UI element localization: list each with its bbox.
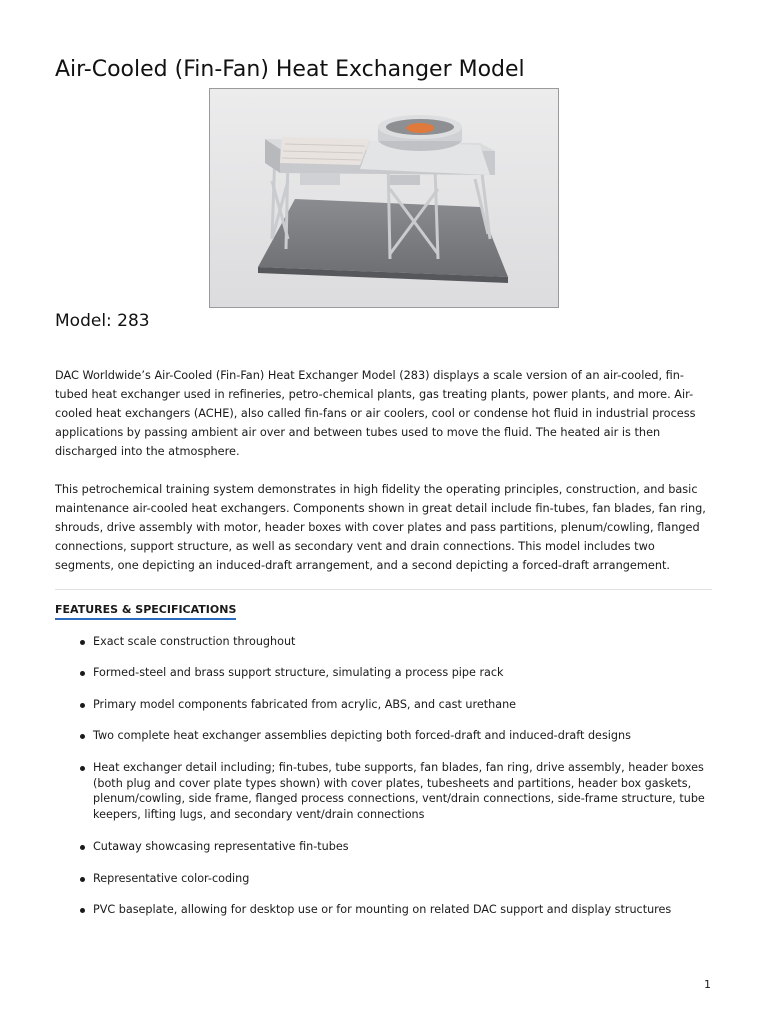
- document-title: Air-Cooled (Fin-Fan) Heat Exchanger Model: [55, 57, 525, 82]
- feature-line: Two complete heat exchanger assemblies depicting both forced-draft and induced-draft designs: [93, 729, 631, 742]
- section-divider: [55, 589, 712, 590]
- paragraph-line: This petrochemical training system demonstrates in high fidelity the operating principles, construction, and basic: [55, 483, 698, 496]
- paragraph-line: DAC Worldwide’s Air-Cooled (Fin-Fan) Heat Exchanger Model (283) displays a scale version of an air-cooled, fin-: [55, 369, 684, 382]
- feature-text: [93, 760, 718, 822]
- feature-line: Representative color-coding: [93, 872, 250, 885]
- heat-exchanger-model-image: [210, 89, 558, 307]
- feature-text: [93, 728, 718, 744]
- paragraph-line: applications by passing ambient air over and between tubes used to move the fluid. The heated air is then: [55, 426, 661, 439]
- paragraph-line: shrouds, drive assembly with motor, header boxes with cover plates and pass partitions, plenum/cowling, flanged: [55, 521, 700, 534]
- training-system-paragraph: [55, 480, 715, 575]
- feature-text: [93, 697, 718, 713]
- feature-line: PVC baseplate, allowing for desktop use or for mounting on related DAC support and display structures: [93, 903, 672, 916]
- bullet-icon: [80, 877, 85, 882]
- page-number: 1: [704, 978, 711, 991]
- bullet-icon: [80, 734, 85, 739]
- bullet-icon: [80, 671, 85, 676]
- bullet-icon: [80, 640, 85, 645]
- feature-text: [93, 871, 718, 887]
- feature-line: Exact scale construction throughout: [93, 635, 296, 648]
- feature-line: plenum/cowling, side frame, flanged process connections, vent/drain connections, side-frame structure, tube: [93, 792, 705, 806]
- paragraph-line: maintenance air-cooled heat exchangers. Components shown in great detail include fin-tubes, fan blades, fan ring,: [55, 502, 706, 515]
- feature-line: Primary model components fabricated from acrylic, ABS, and cast urethane: [93, 698, 517, 711]
- paragraph-line: tubed heat exchanger used in refineries, petro-chemical plants, gas treating plants, power plants, and more. Air-: [55, 388, 694, 401]
- description-paragraph: [55, 366, 715, 461]
- feature-text: [93, 839, 718, 855]
- paragraph-line: segments, one depicting an induced-draft arrangement, and a second depicting a forced-draft arrangement.: [55, 559, 671, 572]
- feature-text: [93, 665, 718, 681]
- bullet-icon: [80, 845, 85, 850]
- paragraph-line: connections, support structure, as well as secondary vent and drain connections. This model includes two: [55, 540, 655, 553]
- feature-line: Heat exchanger detail including; fin-tubes, tube supports, fan blades, fan ring, drive assembly, header boxes: [93, 761, 704, 774]
- bullet-icon: [80, 703, 85, 708]
- paragraph-line: cooled heat exchangers (ACHE), also called fin-fans or air coolers, cool or condense hot fluid in industrial process: [55, 407, 696, 420]
- bullet-icon: [80, 908, 85, 913]
- feature-line: (both plug and cover plate types shown) with cover plates, tubesheets and partitions, header box gaskets,: [93, 776, 692, 790]
- features-heading: FEATURES & SPECIFICATIONS: [55, 602, 236, 620]
- feature-line: Formed-steel and brass support structure, simulating a process pipe rack: [93, 666, 504, 679]
- bullet-icon: [80, 766, 85, 771]
- model-heading: Model: 283: [55, 311, 150, 331]
- feature-text: [93, 902, 718, 918]
- model-photo: [209, 88, 559, 308]
- feature-line: Cutaway showcasing representative fin-tubes: [93, 840, 349, 853]
- paragraph-line: discharged into the atmosphere.: [55, 445, 240, 458]
- feature-text: [93, 634, 718, 650]
- feature-line: keepers, lifting lugs, and secondary vent/drain connections: [93, 807, 425, 821]
